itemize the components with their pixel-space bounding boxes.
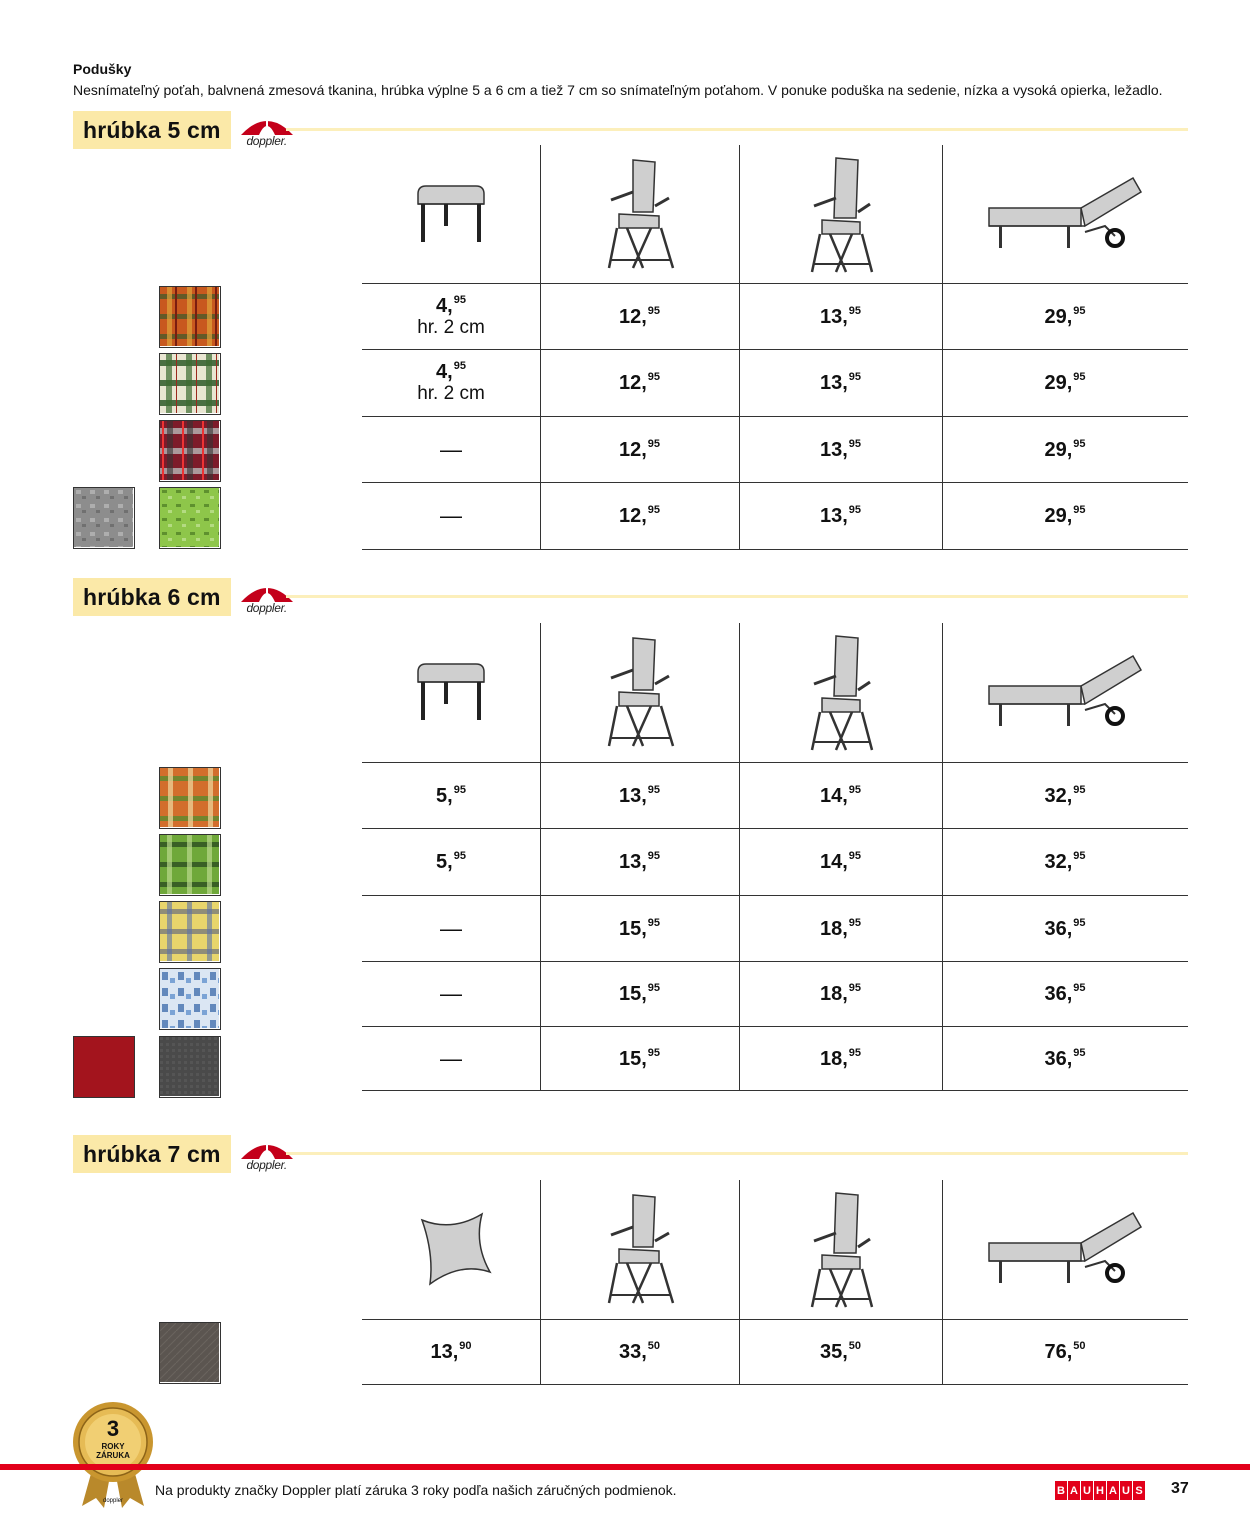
price-cell bbox=[942, 962, 1188, 1026]
section-7cm bbox=[0, 1134, 1250, 1394]
price bbox=[820, 785, 861, 807]
not-available-dash: — bbox=[440, 981, 462, 1006]
table-row bbox=[362, 1319, 1188, 1385]
price-comma: , bbox=[1066, 372, 1073, 394]
price-main: 29 bbox=[1044, 372, 1067, 394]
price-comma: , bbox=[641, 505, 647, 527]
page-number: 37 bbox=[1171, 1480, 1189, 1497]
price-comma: , bbox=[1066, 305, 1073, 328]
price-cents: 50 bbox=[848, 1340, 862, 1352]
icon-row bbox=[362, 1180, 1188, 1318]
footer-rule bbox=[0, 1464, 1250, 1470]
price-main: 4 bbox=[436, 294, 448, 317]
price bbox=[619, 851, 660, 873]
low-back-chair-icon bbox=[603, 156, 677, 272]
table-row bbox=[362, 349, 1188, 416]
price bbox=[820, 439, 861, 461]
price-cents: 95 bbox=[647, 437, 661, 450]
price-cents: 95 bbox=[453, 783, 466, 796]
price-cents: 95 bbox=[1073, 783, 1086, 796]
price-main: 12 bbox=[618, 505, 642, 527]
price-cell bbox=[540, 896, 739, 961]
price bbox=[820, 1048, 861, 1070]
logo-letter: B bbox=[1055, 1481, 1067, 1500]
fabric-swatch[interactable] bbox=[73, 487, 135, 549]
price bbox=[619, 1048, 660, 1070]
price-main: 32 bbox=[1044, 851, 1067, 873]
price-cell bbox=[540, 1320, 739, 1384]
price-comma: , bbox=[447, 361, 453, 383]
price-cell bbox=[942, 284, 1188, 349]
price-comma: , bbox=[641, 983, 647, 1005]
price-cents: 95 bbox=[1073, 850, 1086, 862]
price bbox=[619, 1341, 660, 1363]
price-cell bbox=[540, 1027, 739, 1090]
fabric-swatch[interactable] bbox=[159, 487, 221, 549]
price-cents: 95 bbox=[848, 850, 862, 862]
section-header bbox=[73, 577, 295, 617]
table-row bbox=[362, 895, 1188, 961]
price-cell bbox=[362, 417, 540, 482]
price-comma: , bbox=[641, 851, 647, 873]
price bbox=[1044, 1048, 1085, 1070]
price-cell bbox=[942, 1320, 1188, 1384]
price-cell bbox=[362, 962, 540, 1026]
price-cell bbox=[739, 1320, 942, 1384]
fabric-swatch[interactable] bbox=[159, 1322, 221, 1384]
price-cents: 95 bbox=[848, 1046, 862, 1059]
price-cents: 95 bbox=[647, 1046, 661, 1059]
price-cell bbox=[942, 763, 1188, 828]
logo-letter: U bbox=[1120, 1481, 1132, 1500]
seat-cushion-icon bbox=[414, 660, 488, 724]
price-cell bbox=[362, 284, 540, 349]
section-rule bbox=[286, 1152, 1188, 1155]
not-available-dash: — bbox=[440, 436, 462, 462]
price-cents: 95 bbox=[647, 783, 661, 796]
price-cell bbox=[942, 1027, 1188, 1090]
fabric-swatch[interactable] bbox=[159, 420, 221, 482]
price-main: 36 bbox=[1044, 1047, 1067, 1070]
price-main: 13 bbox=[819, 505, 843, 527]
price-cents: 95 bbox=[848, 783, 862, 796]
bauhaus-logo bbox=[1055, 1481, 1146, 1500]
section-header bbox=[73, 1134, 295, 1174]
price-cell bbox=[540, 284, 739, 349]
low-back-chair-icon bbox=[603, 1191, 677, 1307]
high-back-chair-icon bbox=[804, 1189, 878, 1309]
price-cell bbox=[540, 417, 739, 482]
price-comma: , bbox=[842, 505, 848, 527]
logo-letter: S bbox=[1133, 1481, 1145, 1500]
price-cell bbox=[540, 350, 739, 416]
not-available-dash: — bbox=[440, 1045, 462, 1071]
brand-name: doppler. bbox=[246, 1157, 287, 1172]
price bbox=[436, 295, 466, 317]
logo-letter: H bbox=[1094, 1481, 1106, 1500]
price-cell bbox=[739, 483, 942, 549]
thickness-note: hr. 2 cm bbox=[417, 383, 485, 404]
price-cents: 95 bbox=[848, 437, 862, 450]
price bbox=[1044, 983, 1085, 1005]
seal-brand: doppler bbox=[102, 1498, 124, 1504]
price bbox=[1044, 306, 1085, 328]
price-cents: 95 bbox=[1073, 916, 1086, 929]
thickness-note: hr. 2 cm bbox=[417, 316, 485, 338]
price-cents: 95 bbox=[1073, 437, 1086, 450]
price-comma: , bbox=[842, 372, 848, 394]
footer-text: Na produkty značky Doppler platí záruka 3 roky podľa našich záručných podmienok. bbox=[155, 1482, 677, 1498]
price bbox=[436, 785, 466, 807]
price bbox=[820, 372, 861, 394]
price-main: 35 bbox=[819, 1341, 843, 1363]
price-comma: , bbox=[1066, 917, 1073, 940]
price-cents: 95 bbox=[647, 371, 661, 383]
page-header bbox=[73, 60, 1193, 100]
price bbox=[619, 505, 660, 527]
price-comma: , bbox=[641, 438, 647, 461]
logo-letter: A bbox=[1107, 1481, 1119, 1500]
high-back-chair-icon bbox=[804, 154, 878, 274]
price-cents: 95 bbox=[1073, 371, 1086, 383]
section-title: hrúbka 5 cm bbox=[73, 111, 231, 149]
seal-line1: ROKY bbox=[101, 1442, 125, 1451]
price-cents: 50 bbox=[647, 1340, 661, 1352]
price-main: 33 bbox=[618, 1341, 642, 1363]
price-comma: , bbox=[641, 372, 647, 394]
seal-number: 3 bbox=[106, 1416, 120, 1441]
price bbox=[820, 505, 861, 527]
table-row bbox=[362, 828, 1188, 895]
price-cents: 90 bbox=[459, 1340, 472, 1352]
price-cell bbox=[739, 284, 942, 349]
table-row bbox=[362, 283, 1188, 349]
fabric-swatch[interactable] bbox=[159, 834, 221, 896]
price-comma: , bbox=[842, 917, 848, 940]
section-rule bbox=[286, 128, 1188, 131]
icon-row bbox=[362, 623, 1188, 761]
price-main: 13 bbox=[430, 1341, 453, 1363]
price-cents: 95 bbox=[848, 916, 862, 929]
price bbox=[820, 851, 861, 873]
price bbox=[820, 306, 861, 328]
price-cents: 95 bbox=[647, 982, 661, 994]
price-comma: , bbox=[447, 784, 453, 807]
price-cents: 95 bbox=[647, 304, 661, 317]
price-comma: , bbox=[1066, 505, 1073, 527]
lounger-icon bbox=[985, 1211, 1145, 1287]
price-cell bbox=[362, 763, 540, 828]
price-cents: 95 bbox=[848, 304, 862, 317]
price-main: 29 bbox=[1044, 305, 1067, 328]
price-cell bbox=[362, 350, 540, 416]
icon-row bbox=[362, 145, 1188, 283]
price-main: 18 bbox=[819, 983, 843, 1005]
section-title: hrúbka 7 cm bbox=[73, 1135, 231, 1173]
price-cell bbox=[942, 896, 1188, 961]
price-main: 12 bbox=[618, 438, 642, 461]
price-main: 12 bbox=[618, 372, 642, 394]
price-comma: , bbox=[1066, 1341, 1073, 1363]
price-main: 36 bbox=[1044, 917, 1067, 940]
price-cents: 95 bbox=[647, 504, 661, 516]
price-cell bbox=[540, 763, 739, 828]
price-cents: 95 bbox=[848, 982, 862, 994]
price bbox=[436, 851, 466, 873]
price-main: 12 bbox=[618, 305, 642, 328]
pillow-icon bbox=[408, 1210, 494, 1288]
price bbox=[820, 983, 861, 1005]
section-header bbox=[73, 110, 295, 150]
fabric-swatch[interactable] bbox=[159, 353, 221, 415]
fabric-swatch[interactable] bbox=[73, 1036, 135, 1098]
lounger-icon bbox=[985, 654, 1145, 730]
price-comma: , bbox=[641, 1341, 647, 1363]
price-cell bbox=[362, 483, 540, 549]
price-cents: 95 bbox=[453, 360, 466, 372]
price-comma: , bbox=[842, 438, 848, 461]
price-comma: , bbox=[842, 1047, 848, 1070]
price-cell bbox=[942, 350, 1188, 416]
price-cell bbox=[942, 483, 1188, 549]
fabric-swatch[interactable] bbox=[159, 767, 221, 829]
price bbox=[820, 918, 861, 940]
table-row bbox=[362, 961, 1188, 1026]
price-cents: 95 bbox=[848, 371, 862, 383]
price-main: 5 bbox=[436, 851, 448, 873]
price bbox=[1044, 505, 1085, 527]
price-main: 15 bbox=[618, 1047, 642, 1070]
price-comma: , bbox=[842, 305, 848, 328]
price-comma: , bbox=[641, 1047, 647, 1070]
warranty-seal-icon bbox=[70, 1400, 156, 1510]
seal-line2: ZÁRUKA bbox=[96, 1451, 130, 1460]
price-cents: 95 bbox=[453, 293, 466, 306]
price-comma: , bbox=[641, 784, 647, 807]
price-main: 32 bbox=[1044, 784, 1067, 807]
price-cell bbox=[739, 962, 942, 1026]
price-comma: , bbox=[447, 851, 453, 873]
price bbox=[619, 439, 660, 461]
table-row bbox=[362, 482, 1188, 550]
fabric-swatch[interactable] bbox=[159, 1036, 221, 1098]
price-main: 13 bbox=[618, 784, 642, 807]
price-comma: , bbox=[1066, 1047, 1073, 1070]
price bbox=[619, 306, 660, 328]
not-available-dash: — bbox=[440, 503, 462, 528]
price bbox=[619, 918, 660, 940]
price-cents: 50 bbox=[1073, 1340, 1086, 1352]
price-main: 5 bbox=[436, 784, 448, 807]
price-main: 18 bbox=[819, 917, 843, 940]
price bbox=[1044, 372, 1085, 394]
price-main: 14 bbox=[819, 784, 843, 807]
price-cell bbox=[362, 1027, 540, 1090]
price-main: 13 bbox=[618, 851, 642, 873]
not-available-dash: — bbox=[440, 915, 462, 941]
section-6cm bbox=[0, 577, 1250, 1097]
price-main: 13 bbox=[819, 305, 843, 328]
price-comma: , bbox=[842, 851, 848, 873]
price-cents: 95 bbox=[453, 850, 466, 862]
price-main: 36 bbox=[1044, 983, 1067, 1005]
section-title: hrúbka 6 cm bbox=[73, 578, 231, 616]
price-cell bbox=[739, 417, 942, 482]
price-cents: 95 bbox=[647, 916, 661, 929]
price-main: 4 bbox=[436, 361, 448, 383]
price-comma: , bbox=[842, 1341, 848, 1363]
price bbox=[1044, 1341, 1085, 1363]
price-cents: 95 bbox=[1073, 504, 1086, 516]
table-row bbox=[362, 762, 1188, 828]
price-cents: 95 bbox=[848, 504, 862, 516]
price-cents: 95 bbox=[1073, 1046, 1086, 1059]
fabric-swatch[interactable] bbox=[159, 968, 221, 1030]
price bbox=[1044, 851, 1085, 873]
price-main: 15 bbox=[618, 917, 642, 940]
high-back-chair-icon bbox=[804, 632, 878, 752]
price-comma: , bbox=[1066, 784, 1073, 807]
price bbox=[436, 361, 466, 383]
price-cell bbox=[739, 350, 942, 416]
price-comma: , bbox=[842, 983, 848, 1005]
price-cell bbox=[362, 896, 540, 961]
price-cell bbox=[739, 896, 942, 961]
logo-letter: A bbox=[1068, 1481, 1080, 1500]
fabric-swatch[interactable] bbox=[159, 901, 221, 963]
price-main: 15 bbox=[618, 983, 642, 1005]
price bbox=[820, 1341, 861, 1363]
price-cell bbox=[942, 417, 1188, 482]
price-main: 29 bbox=[1044, 505, 1067, 527]
brand-name: doppler. bbox=[246, 600, 287, 615]
price-main: 13 bbox=[819, 372, 843, 394]
price-comma: , bbox=[641, 305, 647, 328]
price bbox=[1044, 918, 1085, 940]
price-cell bbox=[540, 483, 739, 549]
brand-name: doppler. bbox=[246, 133, 287, 148]
price-cents: 95 bbox=[1073, 982, 1086, 994]
price-cell bbox=[540, 962, 739, 1026]
price bbox=[619, 785, 660, 807]
price-comma: , bbox=[452, 1341, 459, 1363]
price-cell bbox=[739, 829, 942, 895]
price-main: 13 bbox=[819, 438, 843, 461]
price-comma: , bbox=[1066, 851, 1073, 873]
price-cell bbox=[362, 829, 540, 895]
seat-cushion-icon bbox=[414, 182, 488, 246]
page-description: Nesnímateľný poťah, balvnená zmesová tkanina, hrúbka výplne 5 a 6 cm a tiež 7 cm so snímateľným poťahom. V ponuke poduška na sedenie, nízka a vysoká opierka, ležadlo. bbox=[73, 82, 1163, 98]
fabric-swatch[interactable] bbox=[159, 286, 221, 348]
price-cell bbox=[362, 1320, 540, 1384]
table-row bbox=[362, 1026, 1188, 1091]
price-cents: 95 bbox=[1073, 304, 1086, 317]
price-comma: , bbox=[1066, 438, 1073, 461]
logo-letter: U bbox=[1081, 1481, 1093, 1500]
price-cell bbox=[739, 763, 942, 828]
price bbox=[619, 983, 660, 1005]
table-row bbox=[362, 416, 1188, 482]
lounger-icon bbox=[985, 176, 1145, 252]
page-title: Podušky bbox=[73, 61, 132, 77]
section-rule bbox=[286, 595, 1188, 598]
price-main: 29 bbox=[1044, 438, 1067, 461]
price bbox=[1044, 785, 1085, 807]
price-comma: , bbox=[447, 294, 453, 317]
price-cell bbox=[942, 829, 1188, 895]
price bbox=[430, 1341, 471, 1363]
price-main: 76 bbox=[1044, 1341, 1067, 1363]
section-5cm bbox=[0, 110, 1250, 555]
price-cell bbox=[739, 1027, 942, 1090]
price bbox=[1044, 439, 1085, 461]
price-comma: , bbox=[842, 784, 848, 807]
price-cell bbox=[540, 829, 739, 895]
price-main: 14 bbox=[819, 851, 843, 873]
price-cents: 95 bbox=[647, 850, 661, 862]
price-comma: , bbox=[1066, 983, 1073, 1005]
price-comma: , bbox=[641, 917, 647, 940]
price bbox=[619, 372, 660, 394]
low-back-chair-icon bbox=[603, 634, 677, 750]
price-main: 18 bbox=[819, 1047, 843, 1070]
